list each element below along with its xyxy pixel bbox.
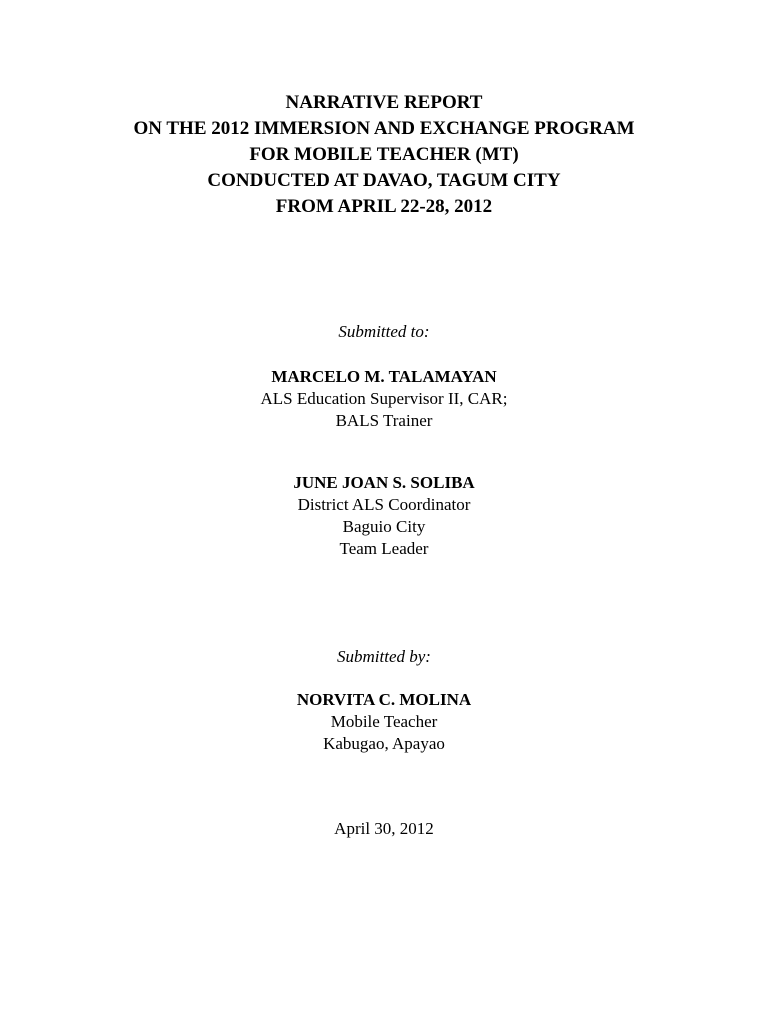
submitter-position: Mobile Teacher	[330, 712, 438, 731]
report-title	[0, 90, 768, 220]
title-line-4: CONDUCTED AT DAVAO, TAGUM CITY	[207, 170, 561, 191]
recipient-2-position: District ALS Coordinator	[297, 495, 471, 514]
title-line-3: FOR MOBILE TEACHER (MT)	[249, 144, 519, 165]
recipient-1-position: ALS Education Supervisor II, CAR;	[260, 389, 508, 408]
recipient-2	[0, 472, 768, 560]
recipient-1-role: BALS Trainer	[335, 411, 433, 430]
submitter-location: Kabugao, Apayao	[323, 734, 445, 753]
submitted-by-label: Submitted by:	[337, 647, 431, 666]
title-line-1: NARRATIVE REPORT	[285, 92, 483, 113]
title-line-5: FROM APRIL 22-28, 2012	[275, 196, 493, 217]
submitter-name: NORVITA C. MOLINA	[296, 690, 472, 709]
submitter	[0, 689, 768, 755]
recipient-1	[0, 366, 768, 432]
recipient-2-name: JUNE JOAN S. SOLIBA	[293, 473, 475, 492]
recipient-1-name: MARCELO M. TALAMAYAN	[271, 367, 497, 386]
report-date: April 30, 2012	[334, 819, 434, 838]
recipient-2-role: Team Leader	[339, 539, 429, 558]
submitted-to-label: Submitted to:	[338, 322, 430, 341]
title-line-2: ON THE 2012 IMMERSION AND EXCHANGE PROGRAM	[133, 118, 635, 139]
recipient-2-location: Baguio City	[342, 517, 426, 536]
